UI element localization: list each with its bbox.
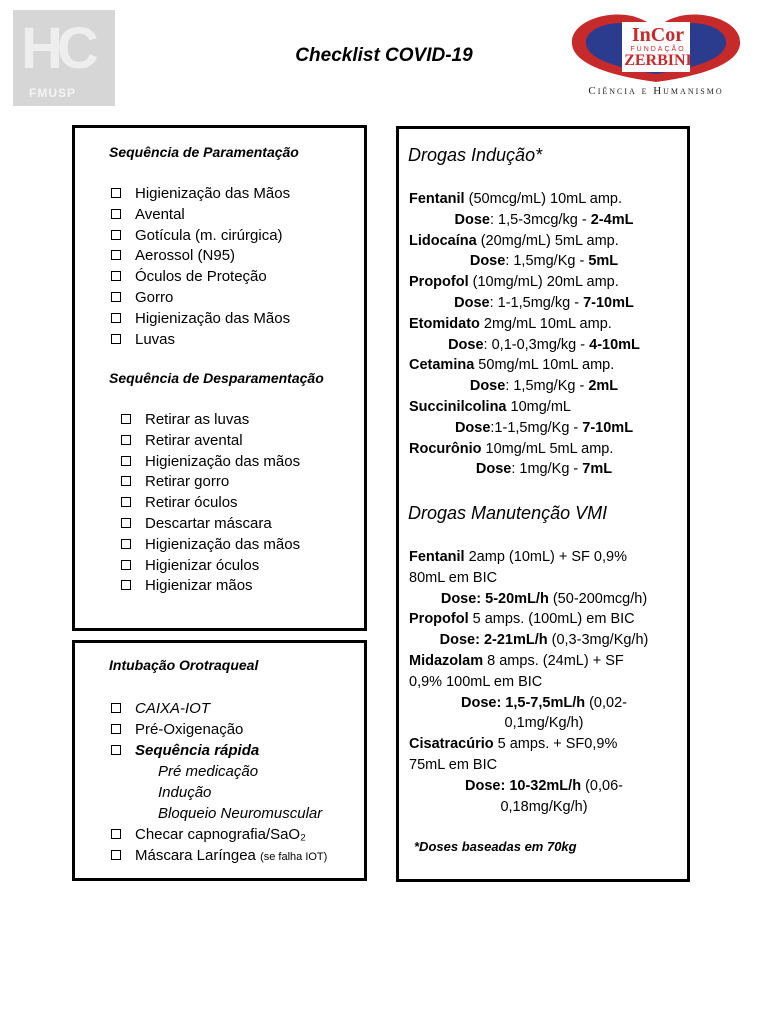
- checkbox-icon[interactable]: [121, 518, 131, 528]
- checkbox-icon[interactable]: [111, 334, 121, 344]
- incor-fund: FUNDAÇÃO: [630, 46, 686, 53]
- checklist-item[interactable]: [111, 184, 290, 205]
- drug-line: Propofol (10mg/mL) 20mL amp.: [409, 274, 619, 291]
- iot-box: [72, 640, 367, 881]
- drug-line: Etomidato 2mg/mL 10mL amp.: [409, 315, 612, 332]
- drug-line: Fentanil 2amp (10mL) + SF 0,9%: [409, 549, 627, 565]
- incor-zerbini: ZERBINI: [624, 52, 692, 69]
- item-label: Checar capnografia/SaO₂: [135, 826, 306, 843]
- checkbox-icon[interactable]: [111, 703, 121, 713]
- checklist-item[interactable]: [121, 576, 300, 597]
- checkbox-icon[interactable]: [111, 188, 121, 198]
- item-label: Luvas: [135, 330, 176, 348]
- dose-line: Dose: 1-1,5mg/kg - 7-10mL: [454, 294, 634, 311]
- checkbox-icon[interactable]: [121, 580, 131, 590]
- incor-logo: [566, 8, 746, 100]
- incor-motto: Ciência e Humanismo: [588, 85, 724, 97]
- dose-line: Dose: 5-20mL/h (50-200mcg/h): [440, 590, 648, 607]
- checkbox-icon[interactable]: [121, 435, 131, 445]
- sub-item: Pré medicação: [158, 763, 259, 780]
- drug-line: Propofol 5 amps. (100mL) em BIC: [409, 611, 635, 628]
- checkbox-icon[interactable]: [111, 745, 121, 755]
- item-label: Retirar óculos: [145, 494, 238, 512]
- item-label: Higienização das Mãos: [135, 185, 291, 202]
- checkbox-icon[interactable]: [111, 292, 121, 302]
- checkbox-icon[interactable]: [121, 476, 131, 486]
- checklist-item[interactable]: [121, 493, 300, 514]
- checkbox-icon[interactable]: [111, 850, 121, 860]
- checklist-item[interactable]: [121, 556, 300, 577]
- drug-line: Midazolam 8 amps. (24mL) + SF: [409, 652, 624, 669]
- checklist-item[interactable]: [111, 845, 327, 866]
- dose-line: Dose: 1,5-7,5mL/h (0,02-: [460, 694, 627, 711]
- iot-title: Intubação Orotraqueal: [109, 657, 259, 673]
- dose-line: Dose: 0,1-0,3mg/kg - 4-10mL: [448, 336, 640, 353]
- inducao-title: Drogas Indução*: [408, 145, 543, 165]
- sub-item: Indução: [158, 784, 212, 801]
- dose-line: Dose: 1,5mg/Kg - 2mL: [469, 378, 619, 395]
- paramentacao-title: Sequência de Paramentação: [109, 144, 299, 160]
- checklist-item[interactable]: [111, 288, 290, 309]
- doses-note: *Doses baseadas em 70kg: [414, 839, 577, 854]
- dose-line: Dose:1-1,5mg/Kg - 7-10mL: [454, 419, 634, 436]
- dose-line: Dose: 1mg/Kg - 7mL: [475, 461, 613, 478]
- incor-name: InCor: [631, 24, 685, 46]
- checkbox-icon[interactable]: [111, 313, 121, 323]
- desparamentacao-title: Sequência de Desparamentação: [109, 370, 324, 386]
- sub-item: Bloqueio Neuromuscular: [158, 805, 323, 822]
- item-label: Retirar as luvas: [145, 411, 250, 428]
- drugs-box: [396, 126, 690, 882]
- checklist-item[interactable]: [121, 452, 300, 473]
- checkbox-icon[interactable]: [121, 456, 131, 466]
- checklist-item[interactable]: [121, 431, 300, 452]
- checkbox-icon[interactable]: [111, 230, 121, 240]
- checklist-item[interactable]: [111, 740, 327, 761]
- checkbox-icon[interactable]: [111, 250, 121, 260]
- dose-line: 0,18mg/Kg/h): [500, 798, 588, 815]
- drug-line: 80mL em BIC: [409, 569, 498, 586]
- dose-line: 0,1mg/Kg/h): [504, 715, 584, 732]
- desparamentacao-list: [121, 410, 300, 597]
- item-note: (se falha IOT): [260, 851, 328, 863]
- drug-line: Cisatracúrio 5 amps. + SF0,9%: [409, 736, 618, 753]
- drug-line: Fentanil (50mcg/mL) 10mL amp.: [409, 191, 622, 207]
- checkbox-icon[interactable]: [121, 414, 131, 424]
- paramentacao-list: [111, 184, 290, 350]
- drug-line: Rocurônio 10mg/mL 5mL amp.: [409, 440, 614, 457]
- checkbox-icon[interactable]: [121, 560, 131, 570]
- iot-list: [111, 698, 327, 866]
- checklist-item[interactable]: [111, 205, 290, 226]
- paramentacao-box: [72, 125, 367, 631]
- hc-logo-letters: HC: [21, 16, 93, 81]
- manutencao-list: [409, 547, 679, 817]
- checkbox-icon[interactable]: [111, 271, 121, 281]
- item-label: Higienização das Mãos: [135, 309, 291, 327]
- checklist-item[interactable]: [111, 246, 290, 267]
- checklist-item[interactable]: [111, 698, 327, 719]
- drug-line: 75mL em BIC: [409, 756, 498, 773]
- hc-logo-sub: FMUSP: [29, 86, 76, 100]
- checkbox-icon[interactable]: [111, 209, 121, 219]
- drug-line: Lidocaína (20mg/mL) 5mL amp.: [409, 232, 619, 249]
- item-label: Aerossol (N95): [135, 247, 236, 265]
- item-label: Óculos de Proteção: [135, 268, 267, 286]
- checkbox-icon[interactable]: [121, 497, 131, 507]
- checklist-item[interactable]: [111, 226, 290, 247]
- item-label: Higienização das mãos: [145, 452, 301, 470]
- checklist-item[interactable]: [111, 309, 290, 330]
- item-label: Sequência rápida: [135, 742, 260, 759]
- item-label: Descartar máscara: [145, 514, 272, 532]
- checklist-item[interactable]: [121, 410, 300, 431]
- item-label: Retirar gorro: [145, 473, 230, 491]
- checkbox-icon[interactable]: [111, 829, 121, 839]
- item-label: Higienização das mãos: [145, 535, 301, 553]
- checklist-item[interactable]: [121, 472, 300, 493]
- checkbox-icon[interactable]: [121, 539, 131, 549]
- checkbox-icon[interactable]: [111, 724, 121, 734]
- inducao-list: [409, 189, 679, 480]
- drug-line: 0,9% 100mL em BIC: [409, 673, 543, 690]
- item-label: Máscara Laríngea: [135, 847, 256, 864]
- dose-line: Dose: 1,5mg/Kg - 5mL: [469, 253, 619, 270]
- checklist-item[interactable]: [111, 719, 327, 740]
- item-label: Higienizar óculos: [145, 556, 260, 574]
- dose-line: Dose: 10-32mL/h (0,06-: [465, 777, 623, 794]
- checklist-item[interactable]: [121, 514, 300, 535]
- checklist-item[interactable]: [111, 330, 290, 351]
- dose-line: Dose: 1,5-3mcg/kg - 2-4mL: [454, 211, 634, 228]
- item-label: Retirar avental: [145, 431, 243, 449]
- dose-line: Dose: 2-21mL/h (0,3-3mg/Kg/h): [439, 632, 649, 649]
- drug-line: Cetamina 50mg/mL 10mL amp.: [409, 357, 615, 374]
- checklist-item[interactable]: [111, 824, 327, 845]
- item-label: Avental: [135, 205, 185, 223]
- item-label: CAIXA-IOT: [135, 700, 211, 717]
- manutencao-title: Drogas Manutenção VMI: [408, 503, 608, 523]
- drug-line: Succinilcolina 10mg/mL: [409, 398, 571, 415]
- item-label: Pré-Oxigenação: [135, 721, 244, 738]
- item-label: Higienizar mãos: [145, 577, 253, 595]
- checklist-item[interactable]: [111, 267, 290, 288]
- item-label: Gorro: [135, 288, 174, 306]
- checklist-item[interactable]: [121, 535, 300, 556]
- item-label: Gotícula (m. cirúrgica): [135, 226, 283, 244]
- page-title: Checklist COVID-19: [295, 45, 473, 66]
